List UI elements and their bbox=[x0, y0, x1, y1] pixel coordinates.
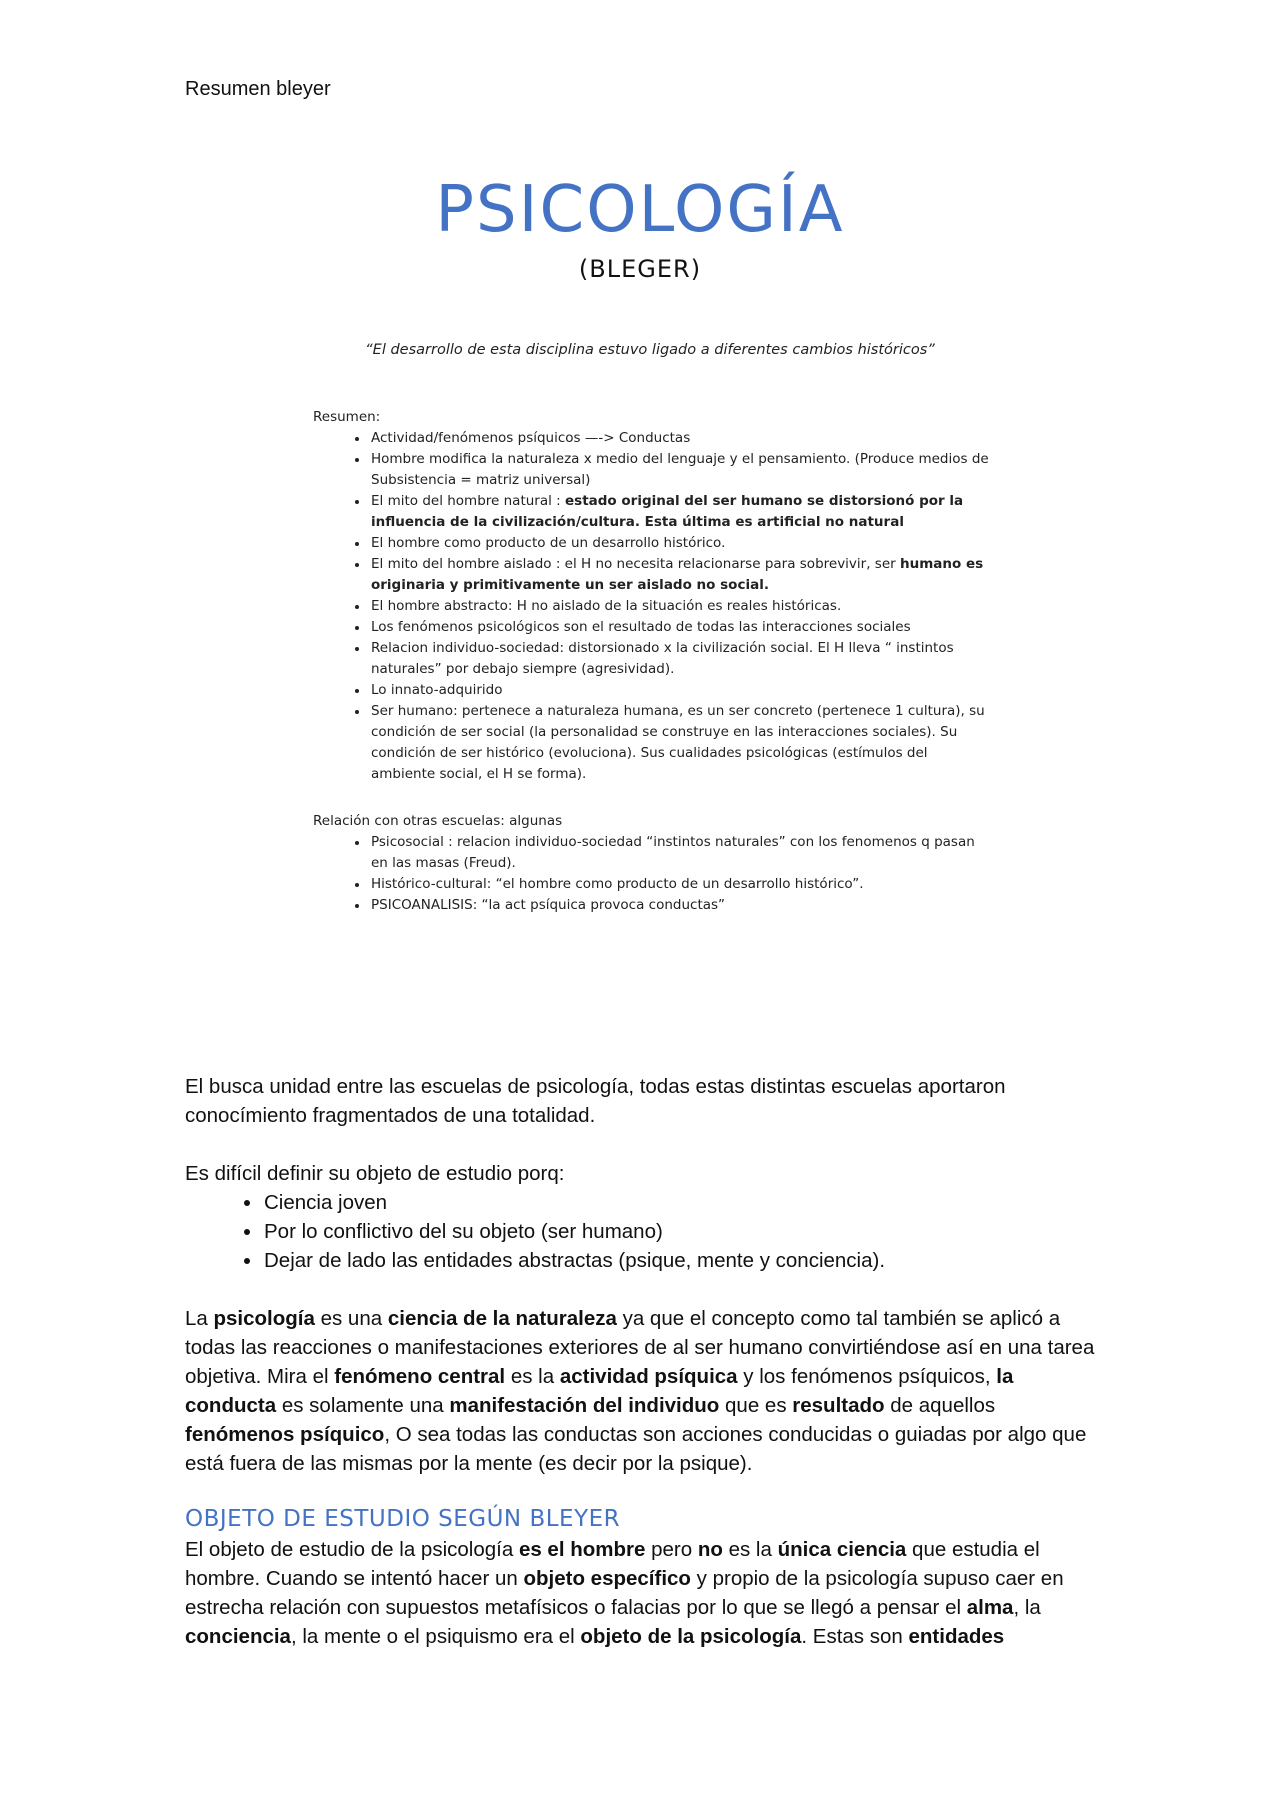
page-subtitle: (BLEGER) bbox=[578, 255, 702, 283]
bold-text: no bbox=[697, 1538, 723, 1561]
text-run: pero bbox=[645, 1538, 698, 1561]
relacion-item bbox=[369, 895, 993, 916]
resumen-item bbox=[369, 701, 993, 785]
bold-text: objeto de la psicología bbox=[580, 1625, 802, 1648]
text-run: y propio de la psicología supuso caer en estrecha relación con supuestos metafísicos o falacias por lo que se llegó a pensar el bbox=[185, 1567, 1064, 1619]
resumen-item bbox=[369, 680, 993, 701]
resumen-item bbox=[369, 533, 993, 554]
text-run: , la mente o el psiquismo era el bbox=[290, 1625, 581, 1648]
bold-text: ciencia de la naturaleza bbox=[387, 1307, 617, 1330]
text-run: es la bbox=[722, 1538, 778, 1561]
resumen-list bbox=[313, 428, 993, 785]
bold-text: entidades bbox=[908, 1625, 1005, 1648]
resumen-item bbox=[369, 638, 993, 680]
bold-text: fenómeno central bbox=[334, 1365, 506, 1388]
text-run: El objeto de estudio de la psicología bbox=[185, 1538, 519, 1561]
bold-text: manifestación del individuo bbox=[449, 1394, 720, 1417]
resumen-item bbox=[369, 449, 993, 491]
text-run: es la bbox=[505, 1365, 560, 1388]
text-run: Los fenómenos psicológicos son el resultado de todas las interacciones sociales bbox=[371, 619, 911, 635]
resumen-item bbox=[369, 491, 993, 533]
text-run: El mito del hombre aislado : el H no necesita relacionarse para sobrevivir, ser bbox=[371, 556, 900, 572]
objeto-reasons-block bbox=[185, 1159, 1105, 1275]
header-note: Resumen bleyer bbox=[185, 78, 331, 100]
text-run: Lo innato-adquirido bbox=[371, 682, 503, 698]
text-run: Histórico-cultural: “el hombre como producto de un desarrollo histórico”. bbox=[371, 876, 864, 892]
relacion-item bbox=[369, 874, 993, 895]
resumen-item bbox=[369, 428, 993, 449]
objeto-reason-item: • Ciencia joven bbox=[263, 1188, 1105, 1217]
relacion-heading: Relación con otras escuelas: algunas bbox=[313, 813, 563, 829]
text-run: y los fenómenos psíquicos, bbox=[737, 1365, 997, 1388]
text-run: Actividad/fenómenos psíquicos —-> Conductas bbox=[371, 430, 691, 446]
text-run: El hombre abstracto: H no aislado de la situación es reales históricas. bbox=[371, 598, 842, 614]
text-run: La bbox=[185, 1307, 214, 1330]
text-run: ya que el concepto como tal también se aplicó a todas las reacciones o manifestaciones exteriores de al ser humano convirtiéndose así en una tarea objetiva. Mira el bbox=[185, 1307, 1095, 1388]
resumen-item bbox=[369, 554, 993, 596]
paragraph-ciencia bbox=[185, 1304, 1105, 1478]
text-run: PSICOANALISIS: “la act psíquica provoca conductas” bbox=[371, 897, 726, 913]
resumen-item bbox=[369, 617, 993, 638]
text-run: que es bbox=[719, 1394, 793, 1417]
bold-text: fenómenos psíquico bbox=[185, 1423, 385, 1446]
objeto-reasons-list bbox=[185, 1188, 1105, 1275]
resumen-block bbox=[313, 407, 993, 785]
bold-text: resultado bbox=[792, 1394, 885, 1417]
text-run: El mito del hombre natural : bbox=[371, 493, 566, 509]
text-run: que estudia el hombre. Cuando se intentó hacer un bbox=[185, 1538, 1040, 1590]
text-run: . Estas son bbox=[801, 1625, 909, 1648]
text-run: Psicosocial : relacion individuo-sociedad “instintos naturales” con los fenomenos q pasan en las masas (Freud). bbox=[371, 834, 975, 871]
section-heading: OBJETO DE ESTUDIO SEGÚN BLEYER bbox=[185, 1506, 621, 1532]
bold-text: humano es originaria y primitivamente un ser aislado no social. bbox=[371, 556, 984, 593]
bold-text: actividad psíquica bbox=[559, 1365, 738, 1388]
bold-text: estado original del ser humano se distorsionó por la influencia de la civilización/cultura. Esta última es artificial no natural bbox=[371, 493, 964, 530]
bold-text: objeto específico bbox=[523, 1567, 691, 1590]
text-run: El hombre como producto de un desarrollo histórico. bbox=[371, 535, 726, 551]
embedded-quote: “El desarrollo de esta disciplina estuvo ligado a diferentes cambios históricos” bbox=[365, 342, 935, 358]
relacion-list bbox=[313, 832, 993, 916]
paragraph-unidad: El busca unidad entre las escuelas de psicología, todas estas distintas escuelas aportaron conocímiento fragmentados de una totalidad. bbox=[185, 1075, 1006, 1127]
text-run: de aquellos bbox=[884, 1394, 996, 1417]
objeto-reason-item: • Dejar de lado las entidades abstractas (psique, mente y conciencia). bbox=[263, 1246, 1105, 1275]
relacion-item bbox=[369, 832, 993, 874]
text-run: es solamente una bbox=[276, 1394, 450, 1417]
resumen-item bbox=[369, 596, 993, 617]
resumen-heading: Resumen: bbox=[313, 409, 381, 425]
paragraph-objeto bbox=[185, 1535, 1105, 1651]
bold-text: psicología bbox=[213, 1307, 315, 1330]
text-run: es una bbox=[314, 1307, 388, 1330]
text-run: , la bbox=[1013, 1596, 1041, 1619]
bold-text: la conducta bbox=[185, 1365, 1014, 1417]
page-title: PSICOLOGÍA bbox=[435, 173, 845, 247]
bold-text: única ciencia bbox=[777, 1538, 907, 1561]
objeto-intro: Es difícil definir su objeto de estudio porq: bbox=[185, 1162, 565, 1185]
objeto-reason-item: • Por lo conflictivo del su objeto (ser humano) bbox=[263, 1217, 1105, 1246]
paragraph-objeto-block bbox=[185, 1535, 1105, 1651]
relacion-block bbox=[313, 811, 993, 916]
text-run: Ser humano: pertenece a naturaleza humana, es un ser concreto (pertenece 1 cultura), su condición de ser social (la personalidad se construye en las interacciones sociales). Su condición de ser histórico (evoluciona). Sus cualidades psicológicas (estímulos del ambiente social, el H se forma). bbox=[371, 703, 985, 782]
text-run: Relacion individuo-sociedad: distorsionado x la civilización social. El H lleva “ instintos naturales” por debajo siempre (agresividad). bbox=[371, 640, 954, 677]
text-run: Hombre modifica la naturaleza x medio del lenguaje y el pensamiento. (Produce medios de Subsistencia = matriz universal) bbox=[371, 451, 989, 488]
bold-text: conciencia bbox=[185, 1625, 291, 1648]
embedded-summary-image bbox=[300, 330, 1000, 930]
paragraph-unidad-block bbox=[185, 1072, 1105, 1130]
bold-text: es el hombre bbox=[518, 1538, 646, 1561]
bold-text: alma bbox=[966, 1596, 1014, 1619]
text-run: , O sea todas las conductas son acciones conducidas o guiadas por algo que está fuera de las mismas por la mente (es decir por la psique). bbox=[185, 1423, 1087, 1475]
paragraph-ciencia-block bbox=[185, 1304, 1105, 1478]
